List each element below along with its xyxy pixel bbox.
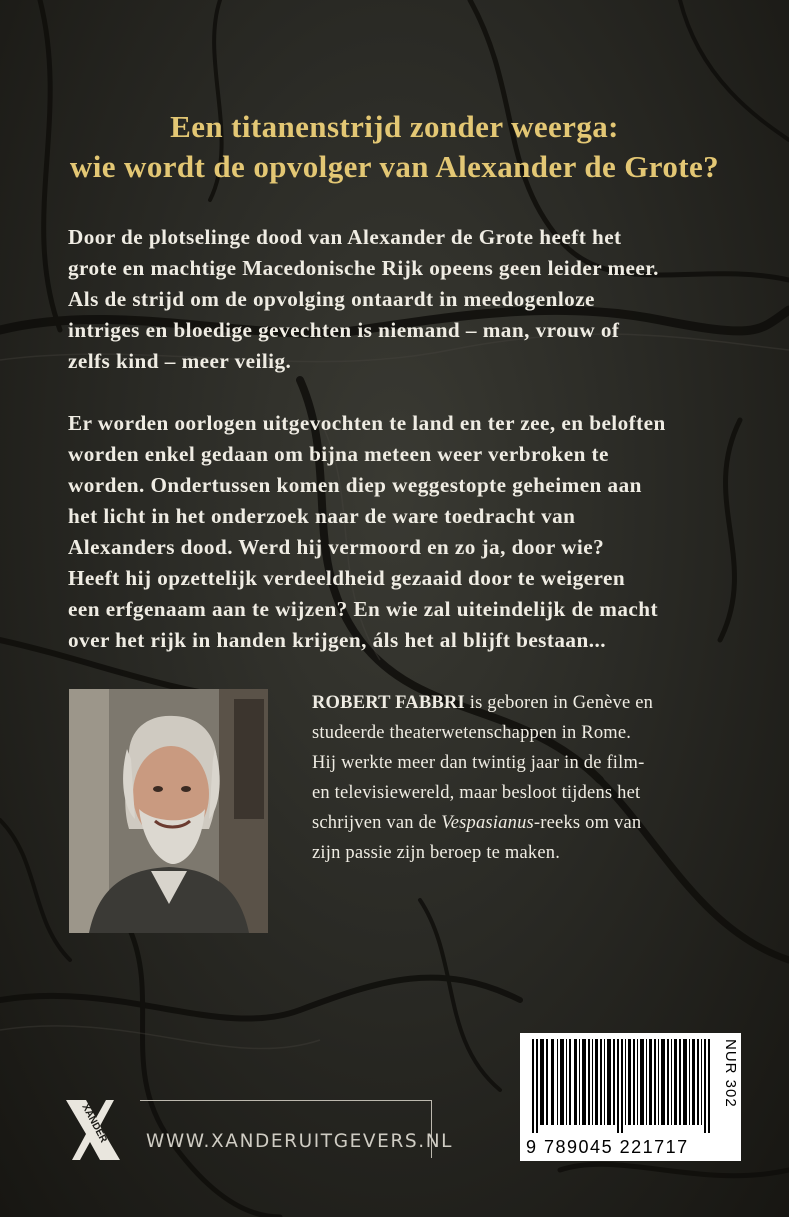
blurb-p1-line: Door de plotselinge dood van Alexander de Grote heeft het xyxy=(68,225,622,249)
blurb-p2-line: over het rijk in handen krijgen, áls het al blijft bestaan... xyxy=(68,628,606,652)
blurb-p1-line: Als de strijd om de opvolging ontaardt in meedogenloze xyxy=(68,287,595,311)
blurb-p2-line: een erfgenaam aan te wijzen? En wie zal uiteindelijk de macht xyxy=(68,597,659,621)
headline-line-1: Een titanenstrijd zonder weerga: xyxy=(170,109,619,144)
blurb-p1-line: zelfs kind – meer veilig. xyxy=(68,349,292,373)
bio-line: en televisiewereld, maar besloot tijdens het xyxy=(312,783,641,803)
blurb-p1-line: grote en machtige Macedonische Rijk opeens geen leider meer. xyxy=(68,256,659,280)
blurb-p2-line: Er worden oorlogen uitgevochten te land en ter zee, en beloften xyxy=(68,411,666,435)
publisher-website: WWW.XANDERUITGEVERS.NL xyxy=(146,1131,454,1152)
author-bio xyxy=(312,688,752,868)
headline-line-2: wie wordt de opvolger van Alexander de Grote? xyxy=(69,149,720,184)
blurb-p2-line: Heeft hij opzettelijk verdeeldheid gezaaid door te weigeren xyxy=(68,566,626,590)
headline xyxy=(0,107,789,187)
blurb-p2-line: het licht in het onderzoek naar de ware toedracht van xyxy=(68,504,576,528)
publisher-logo xyxy=(64,1098,128,1166)
series-title: Vespasianus xyxy=(441,813,534,833)
isbn-number: 9 789045 221717 xyxy=(526,1137,689,1157)
bio-line-1-rest: is geboren in Genève en xyxy=(464,693,654,713)
author-name: ROBERT FABBRI xyxy=(312,693,465,713)
blurb-p1-line: intriges en bloedige gevechten is niemand – man, vrouw of xyxy=(68,318,620,342)
author-photo xyxy=(69,689,268,933)
barcode xyxy=(520,1033,741,1161)
bio-line: studeerde theaterwetenschappen in Rome. xyxy=(312,723,632,743)
bio-line xyxy=(312,808,752,838)
nur-code: NUR 302 xyxy=(722,1039,739,1108)
blurb-p2-line: worden enkel gedaan om bijna meteen weer verbroken te xyxy=(68,442,609,466)
blurb-p2-line: worden. Ondertussen komen diep weggestopte geheimen aan xyxy=(68,473,642,497)
blurb-p2-line: Alexanders dood. Werd hij vermoord en zo ja, door wie? xyxy=(68,535,605,559)
logo-text: XANDER xyxy=(79,1102,109,1145)
bio-line-5-before: schrijven van de xyxy=(312,813,442,833)
barcode-bars xyxy=(532,1039,714,1133)
blurb-text xyxy=(68,222,748,656)
bio-line: zijn passie zijn beroep te maken. xyxy=(312,843,561,863)
bio-line xyxy=(312,688,752,718)
bio-line-5-after: -reeks om van xyxy=(533,813,642,833)
bio-line: Hij werkte meer dan twintig jaar in de film- xyxy=(312,753,645,773)
footer-rule-horizontal xyxy=(140,1100,432,1101)
